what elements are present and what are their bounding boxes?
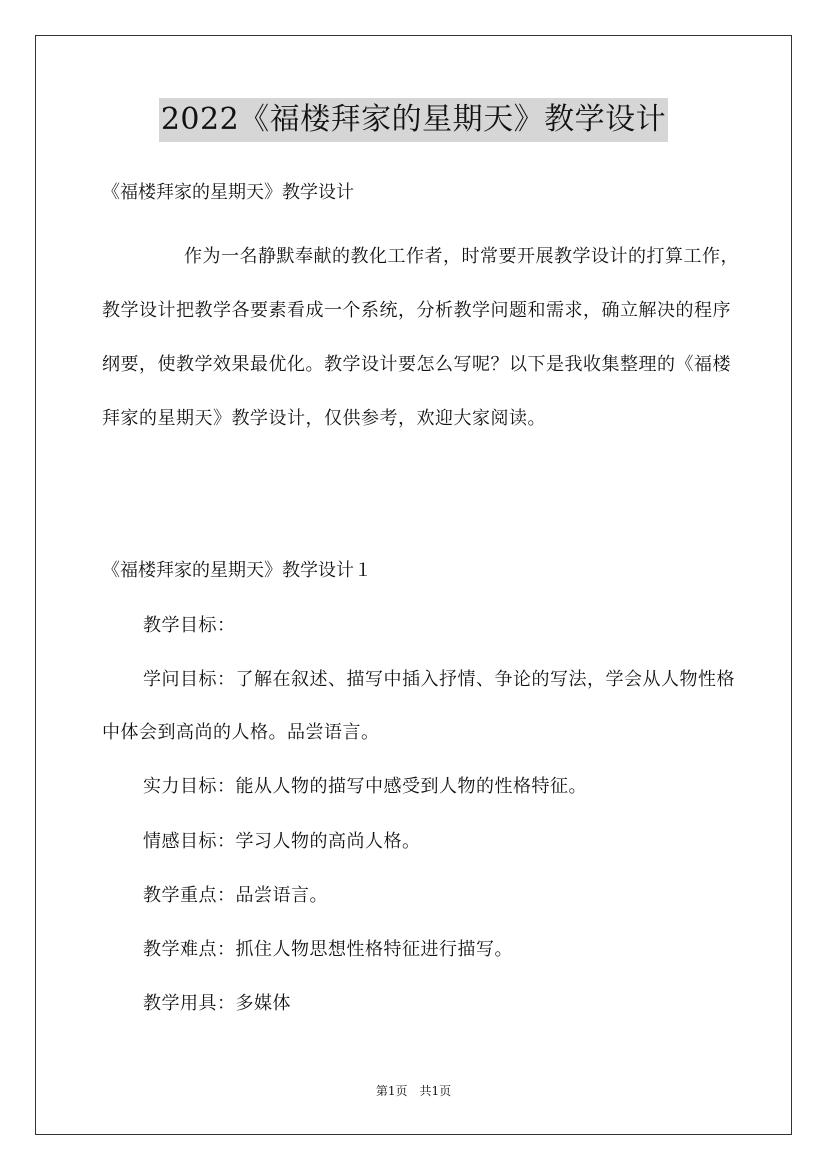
paragraph-difficulties: 教学难点：抓住人物思想性格特征进行描写。 (143, 939, 513, 960)
paragraph-ability-goals: 实力目标：能从人物的描写中感受到人物的性格特征。 (143, 776, 587, 797)
document-title: 2022《福楼拜家的星期天》教学设计 (159, 98, 668, 142)
document-title-container (0, 98, 827, 142)
document-subtitle: 《福楼拜家的星期天》教学设计 (102, 182, 354, 203)
section-heading: 《福楼拜家的星期天》教学设计１ (102, 560, 372, 581)
paragraph-teaching-tools: 教学用具：多媒体 (143, 993, 291, 1014)
intro-paragraph: 作为一名静默奉献的教化工作者，时常要开展教学设计的打算工作，教学设计把教学各要素看成一个系统，分析教学问题和需求，确立解决的程序纲要，使教学效果最优化。教学设计要怎么写呢？以下是我收集整理的《福楼拜家的星期天》教学设计，仅供参考，欢迎大家阅读。 (102, 246, 739, 429)
paragraph-key-points: 教学重点：品尝语言。 (143, 885, 328, 906)
page-footer: 第1页 共1页 (375, 1084, 452, 1098)
paragraph-knowledge-goals: 学问目标：了解在叙述、描写中插入抒情、争论的写法，学会从人物性格中体会到高尚的人格。品尝语言。 (102, 669, 735, 743)
paragraph-emotional-goals: 情感目标：学习人物的高尚人格。 (143, 831, 421, 852)
paragraph-teaching-goals: 教学目标： (143, 615, 236, 636)
